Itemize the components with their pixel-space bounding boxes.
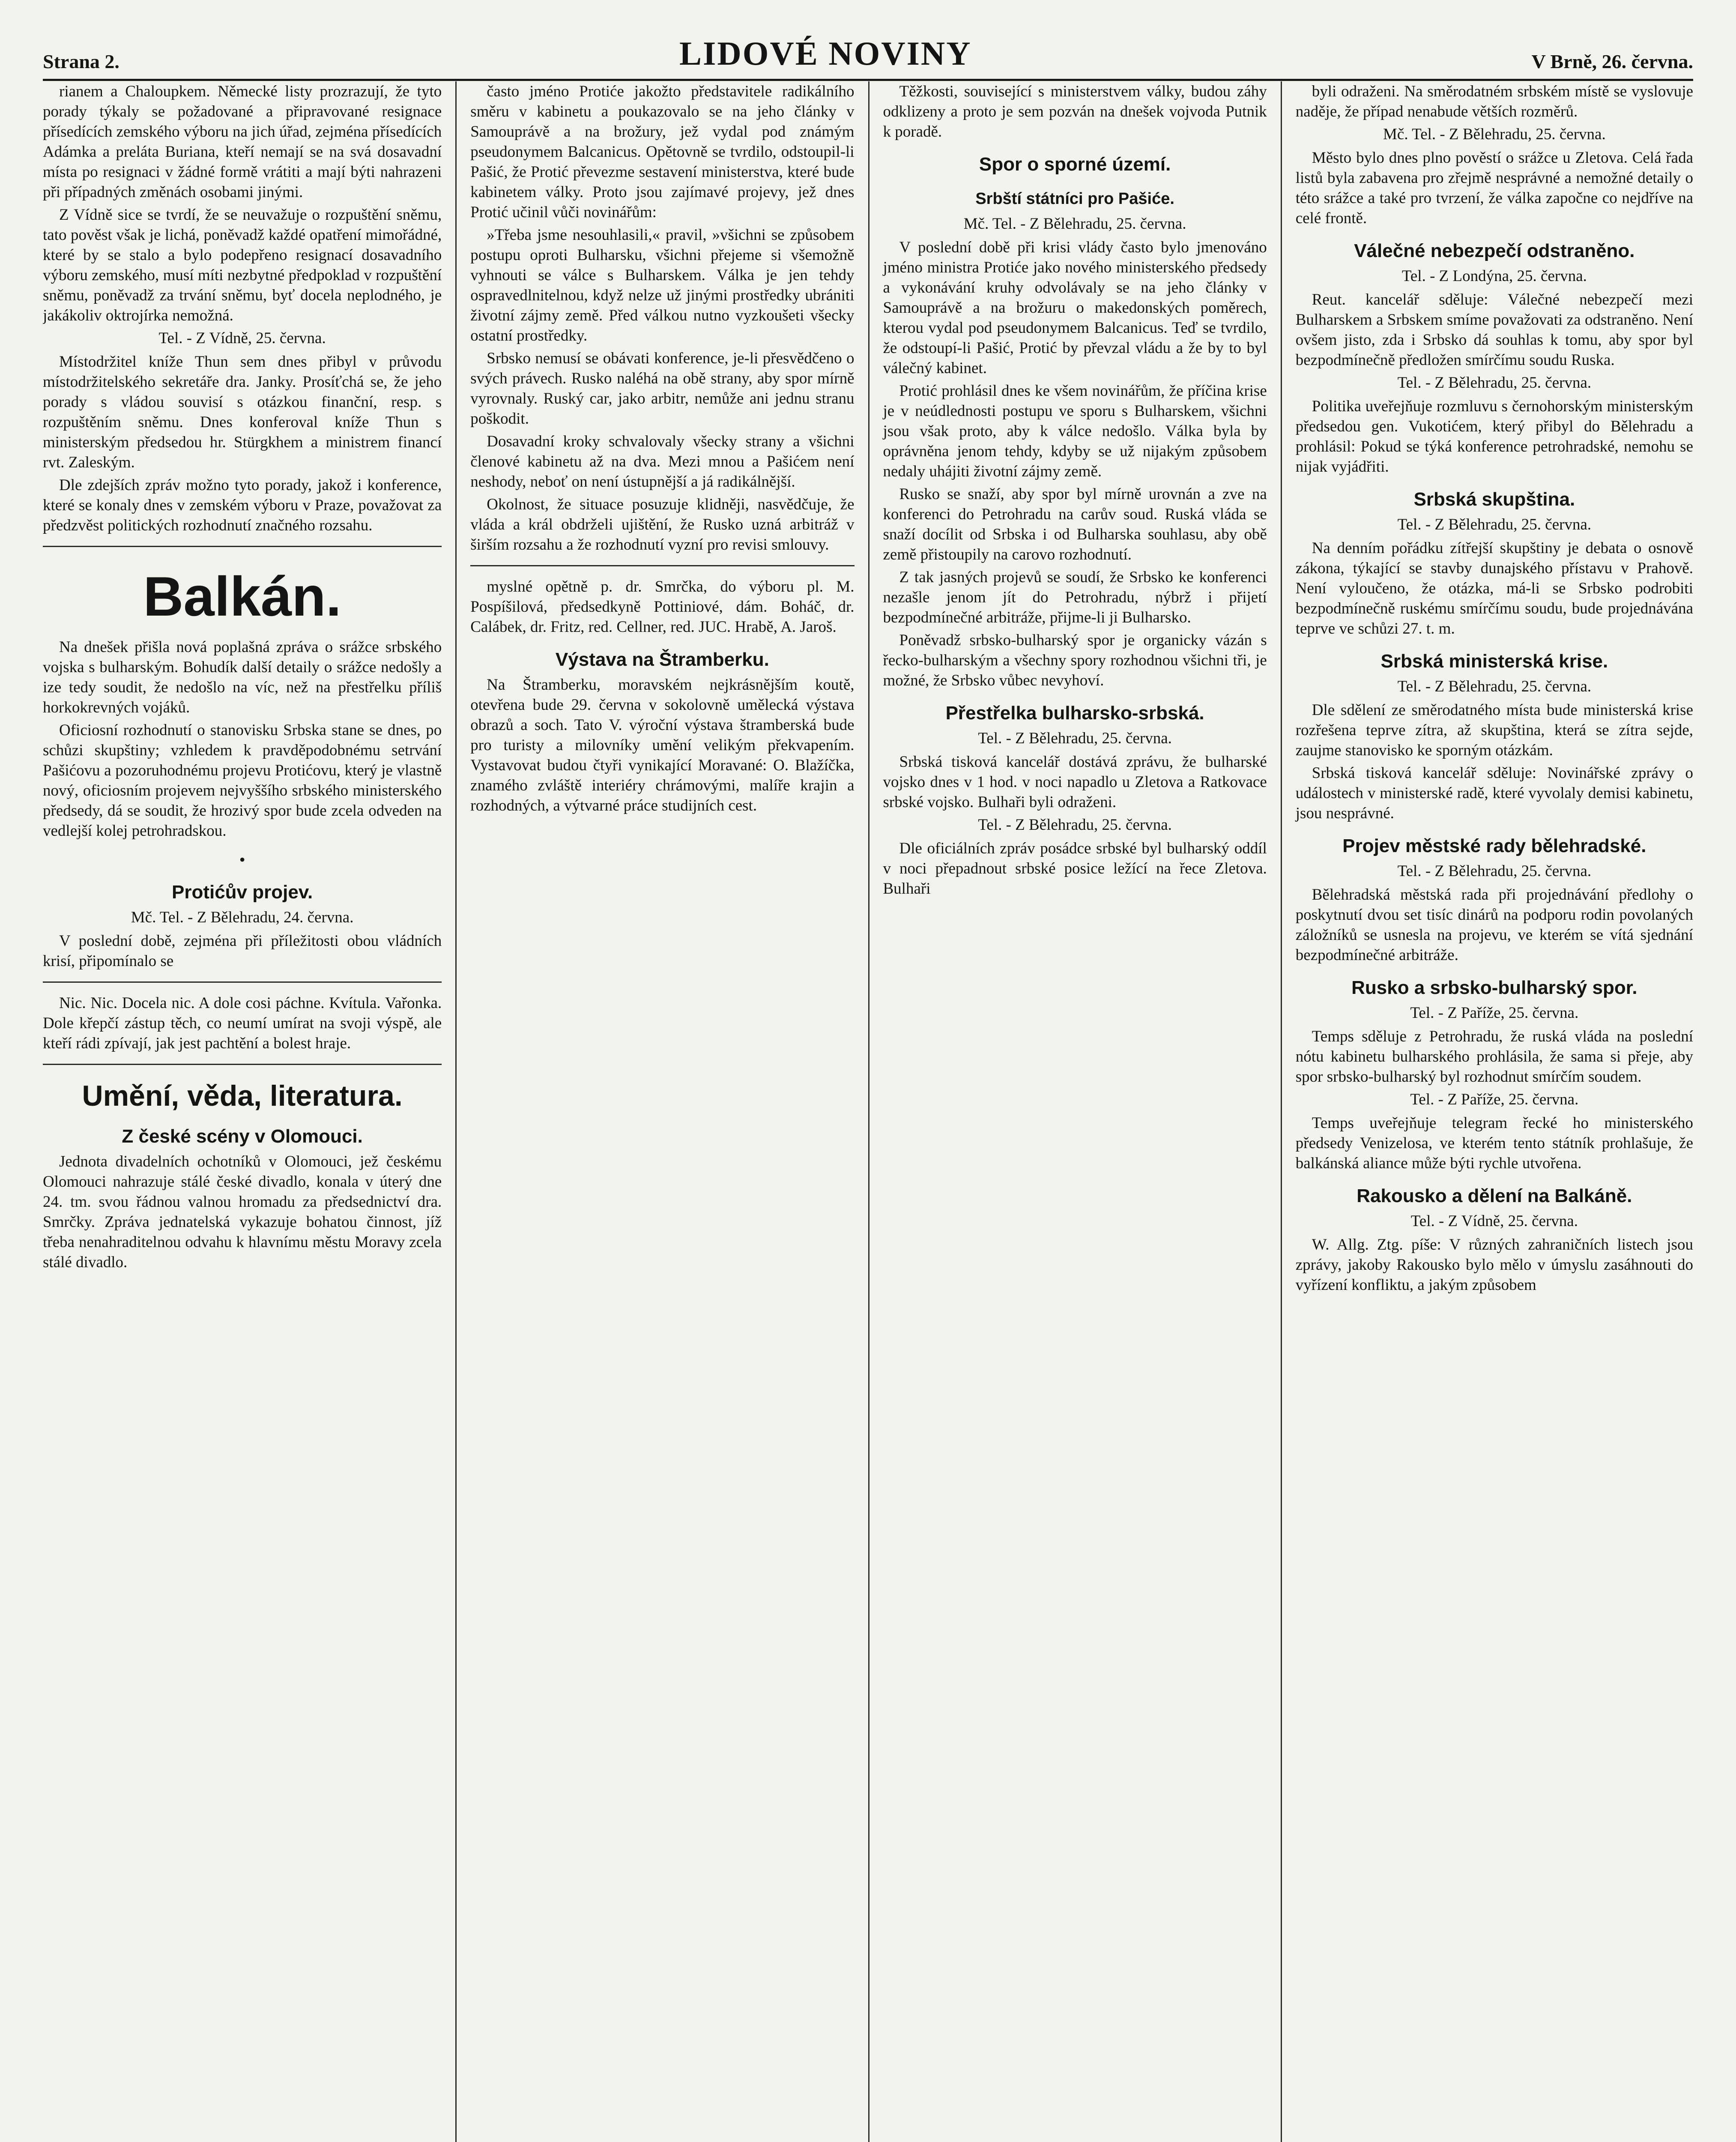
paragraph: Dle oficiálních zpráv posádce srbské byl bulharský oddíl v noci přepadnout srbské posice ležící na řece Zletova. Bulhaři — [883, 840, 1267, 897]
paragraph: Dle sdělení ze směrodatného místa bude ministerská krise rozřešena teprve zítra, až skupština, která se zítra sejde, zaujme stanovisko ke sporným otázkám. — [1295, 701, 1693, 759]
page-header — [43, 26, 1693, 81]
paragraph: V poslední době, zejména při příležitosti obou vládních krisí, připomínalo se — [43, 932, 442, 970]
paragraph: Poněvadž srbsko-bulharský spor je organicky vázán s řecko-bulharským a všechny spory rozhodnou všichni tři, je možné, že Srbsko vůbec nevyhoví. — [883, 631, 1267, 689]
dateline: Tel. - Z Bělehradu, 25. června. — [1397, 374, 1592, 392]
feuilleton-paragraph: myslné opětně p. dr. Smrčka, do výboru pl. M. Pospíšilová, předsedkyně Pottiniové, dám. Boháč, dr. Calábek, dr. Fritz, red. Cellner, red. JUC. Hrabě, A. Jaroš. — [470, 578, 855, 636]
paragraph: Dle zdejších zpráv možno tyto porady, jakož i konference, které se konaly dnes v zemském výboru v Praze, považovat za předzvěst politických rozhodnutí značného rozsahu. — [43, 476, 442, 534]
dateline: Tel. - Z Bělehradu, 25. června. — [1397, 678, 1592, 695]
dateline: Tel. - Z Vídně, 25. června. — [1410, 1212, 1578, 1230]
page-number: Strana 2. — [43, 51, 120, 72]
paragraph: Protić prohlásil dnes ke všem novinářům, že příčina krise je v neúdlednosti postupu ve sporu s Bulharskem, všichni jsou však proto, aby k válce nedošlo. Válka byla by oprávněna jenom tehdy, kdyby se už nijakým způsobem nedaly uhájiti životní zájmy země. — [883, 382, 1267, 480]
feuilleton-paragraph: Nic. Nic. Docela nic. A dole cosi páchne. Kvítula. Vařonka. Dole křepčí zástup těch, co neumí umírat na svoji výspě, ale kteří rádi zpívají, jak jest pachtění a bolest hraje. — [43, 994, 442, 1052]
article-heading: Válečné nebezpečí odstraněno. — [1354, 240, 1635, 261]
dateline: Mč. Tel. - Z Bělehradu, 24. června. — [131, 909, 354, 926]
star-divider: • — [239, 850, 245, 869]
article-heading: Protićův projev. — [171, 882, 313, 903]
article-heading: Projev městské rady bělehradské. — [1342, 835, 1646, 856]
article-heading: Přestřelka bulharsko-srbská. — [945, 703, 1204, 724]
dateline: Tel. - Z Bělehradu, 25. června. — [1397, 516, 1592, 533]
paragraph: Srbská tisková kancelář sděluje: Novinářské zprávy o událostech v ministerské radě, které vyvolaly demisi kabinetu, jsou nesprávné. — [1295, 764, 1693, 822]
paragraph: Těžkosti, související s ministerstvem války, budou záhy odklizeny a proto je sem pozván na dnešek vojvoda Putnik k poradě. — [883, 83, 1267, 141]
paragraph: Z tak jasných projevů se soudí, že Srbsko ke konferenci nezašle jenom jít do Petrohradu, nýbrž i přijetí bezpodmínečné arbitráže, přijme-li ji Bulharsko. — [883, 568, 1267, 626]
paragraph: byli odraženi. Na směrodatném srbském místě se vyslovuje naděje, že případ nenabude větších rozměrů. — [1295, 83, 1693, 120]
paragraph: Město bylo dnes plno pověstí o srážce u Zletova. Celá řada listů byla zabavena pro zřejmě nesprávné a nemožné detaily o této srážce a také pro tvrzení, že válka započne co nejdříve na celé frontě. — [1295, 149, 1693, 227]
dateline: Tel. - Z Bělehradu, 25. června. — [978, 730, 1172, 747]
paragraph: Na denním pořádku zítřejší skupštiny je debata o osnově zákona, týkající se stavby dunajského přístavu v Prahově. Není vyloučeno, že otázka, má-li se Srbsko podrobiti bezpodmínečně ruskému smírčímu soudu, bude projednávána teprve ve schůzi 27. t. m. — [1295, 539, 1693, 637]
dateline: Mč. Tel. - Z Bělehradu, 25. června. — [963, 215, 1186, 233]
divider — [470, 565, 854, 566]
paragraph: Oficiosní rozhodnutí o stanovisku Srbska stane se dnes, po schůzi skupštiny; vzhledem k pravděpodobnému setrvání Pašićovu a pozoruhodnému projevu Protićovu, který je vlastně nový, oficiosním projevem nejvyššího srbského ministerského předsedy, dá se soudit, že hrozivý spor bude zcela odveden na vedlejší kolej petrohradskou. — [43, 721, 442, 840]
paragraph: Temps uveřejňuje telegram řecké ho ministerského předsedy Venizelosa, ve kterém tento státník prohlašuje, že balkánská aliance může býti rychle utvořena. — [1295, 1114, 1693, 1172]
dateline: Mč. Tel. - Z Bělehradu, 25. června. — [1383, 126, 1606, 143]
dateline: Tel. - Z Bělehradu, 25. června. — [978, 816, 1172, 834]
article-heading: Srbská skupština. — [1413, 489, 1575, 510]
paragraph: V poslední době při krisi vlády často bylo jmenováno jméno ministra Protiće jako nového ministerského předsedy a vykonávání kruhy odvolávaly se na jeho články v Samouprávě a na brožuru o makedonských poměrech, kterou vydal pod pseudonymem Balcanicus. Teď se tvrdilo, že odstoupí-li Pašić, Protić by převzal vládu a že by to byl válečný kabinet. — [883, 239, 1267, 377]
paragraph: Místodržitel kníže Thun sem dnes přibyl v průvodu místodržitelského sekretáře dra. Janky. Prosíťchá se, že jeho porady s vládou souvisí s otázkou finanční, resp. s rozpuštěním sněmu. Dnes konferoval kníže Thun s ministerským předsedou hr. Stürgkhem a ministrem financí rvt. Zaleským. — [43, 353, 442, 471]
paragraph: Rusko se snaží, aby spor byl mírně urovnán a zve na konferenci do Petrohradu na carův soud. Ruská vláda se snaží docílit od Srbska i od Bulharska souhlasu, aby obě země přistoupily na carovo rozhodnutí. — [883, 485, 1267, 563]
paragraph: Na dnešek přišla nová poplašná zpráva o srážce srbského vojska s bulharským. Bohudík další detaily o srážce nedošly a ize tedy soudit, že nedošlo na víc, než na přestřelku příliš horkokrevných vojáků. — [43, 638, 442, 716]
paragraph: Temps sděluje z Petrohradu, že ruská vláda na poslední nótu kabinetu bulharského prohlásila, že sama si přeje, aby spor srbsko-bulharský byl rozhodnut smírčím soudem. — [1295, 1028, 1693, 1086]
paragraph: Na Štramberku, moravském nejkrásnějším koutě, otevřena bude 29. června v sokolovně umělecká výstava obrazů a soch. Tato V. výroční výstava štramberská bude pro turisty a milovníky umění velikým překvapením. Vystavovat budou čtyři vynikající Moravané: O. Blažíčka, znamého zvláště interiéry chrámovými, malíře krajin a rozhodných, a výtvarné práce studijních cest. — [470, 676, 855, 814]
article-heading: Z české scény v Olomouci. — [122, 1126, 363, 1147]
dateline: Tel. - Z Londýna, 25. června. — [1401, 267, 1587, 285]
column-1 — [43, 81, 455, 2142]
paragraph: Dosavadní kroky schvalovaly všecky strany a všichni členové kabinetu až na dva. Mezi mnou a Pašićem není neshody, neboť on není ústupnější a já radikálnější. — [470, 433, 855, 491]
article-columns — [43, 81, 1693, 2142]
paragraph: Srbská tisková kancelář dostává zprávu, že bulharské vojsko dnes v 1 hod. v noci napadlo u Zletova a Ratkovace srbské vojsko. Bulhaři byli odraženi. — [883, 753, 1267, 811]
paragraph: Politika uveřejňuje rozmluvu s černohorským ministerským předsedou gen. Vukotićem, který přibyl do Bělehradu a prohlásil: Pokud se týká konference petrohradské, nemohu se nijak vyjádřiti. — [1295, 398, 1693, 476]
paragraph: Srbsko nemusí se obávati konference, je-li přesvědčeno o svých právech. Rusko naléhá na obě strany, aby spor mírně vyrovnaly. Ruský car, jako arbitr, nemůže ani jednu stranu poškodit. — [470, 350, 855, 428]
paragraph: Jednota divadelních ochotníků v Olomouci, jež českému Olomouci nahrazuje stálé české divadlo, konala v úterý dne 24. tm. svou řádnou valnou hromadu za předsednictví dra. Smrčky. Zpráva jednatelská vykazuje bohatou činnost, jíž třeba nenahraditelnou odvahu k hlavnímu městu Moravy zcela stálé divadlo. — [43, 1153, 442, 1271]
article-heading: Výstava na Štramberku. — [555, 649, 769, 670]
column-2 — [455, 81, 868, 2142]
masthead: LIDOVÉ NOVINY — [679, 35, 972, 72]
paragraph: Okolnost, že situace posuzuje klidněji, nasvědčuje, že vláda a král obdrželi ujištění, že Rusko uzná arbitráž v širším rozsahu a že rozhodnutí vyzní pro revisi smlouvy. — [470, 496, 855, 553]
column-4 — [1281, 81, 1693, 2142]
divider — [43, 981, 442, 983]
dateline: Tel. - Z Paříže, 25. června. — [1410, 1004, 1579, 1022]
paragraph: Bělehradská městská rada při projednávání předlohy o poskytnutí dvou set tisíc dinárů na podporu rodin povolaných záložníků se usnesla na projevu, ve kterém se vítá sjednání bezpodmínečné arbitráže. — [1295, 886, 1693, 964]
paragraph: Reut. kancelář sděluje: Válečné nebezpečí mezi Bulharskem a Srbskem smíme považovati za odstraněno. Není ovšem jisto, zda i Srbsko dá souhlas k tomu, aby spor byl bezpodmínečně předložen smírčímu soudu Ruska. — [1295, 291, 1693, 369]
divider — [43, 546, 442, 547]
section-heading-culture: Umění, věda, literatura. — [82, 1080, 403, 1112]
section-heading-balkan: Balkán. — [143, 565, 341, 628]
paragraph: Z Vídně sice se tvrdí, že se neuvažuje o rozpuštění sněmu, tato pověst však je lichá, poněvadž každé opatření mimořádné, které by se stalo a bylo podepřeno resignací dosavadního výboru zemského, musí míti nezbytné předpoklad v rozpuštění sněmu, poněvadž za trvání sněmu, byť docela neplodného, je jakákoliv oktrojírka nemožná. — [43, 206, 442, 324]
issue-date: V Brně, 26. června. — [1531, 51, 1693, 72]
column-3 — [868, 81, 1281, 2142]
paragraph: W. Allg. Ztg. píše: V různých zahraničních listech jsou zprávy, jakoby Rakousko bylo mělo v úmyslu zasáhnouti do vyřízení konfliktu, a jakým způsobem — [1295, 1236, 1693, 1294]
paragraph: rianem a Chaloupkem. Německé listy prozrazují, že tyto porady týkaly se požadované a připravované resignace přísedících zemského výboru na jich úřad, zejména přísedících Adámka a preláta Buriana, kteří nemají se na svá dosavadní místa po resignaci v žádné formě vrátiti a mají býti nahrazeni při případných změnách osobami jinými. — [43, 83, 442, 201]
paragraph: často jméno Protiće jakožto představitele radikálního směru v kabinetu a poukazovalo se na jeho články v Samouprávě a na brožury, jež vydal pod známým pseudonymem Balcanicus. Opětovně se tvrdilo, odstoupil-li Pašić, že Protić převezme sestavení ministerstva, které bude kabinetem války. Proto jsou zajímavé projevy, jež dnes Protić učinil vůči novinářům: — [470, 83, 855, 221]
dateline: Tel. - Z Vídně, 25. června. — [158, 329, 326, 347]
article-heading: Spor o sporné území. — [979, 154, 1171, 175]
paragraph: »Třeba jsme nesouhlasili,« pravil, »všichni se způsobem postupu oproti Bulharsku, všichni přejeme si všemožně vyhnouti se válce s Bulharskem. Válka je jen tehdy ospravedlnitelnou, když nelze už jinými prostředky ubrániti životní zájmy země. Před válkou nutno vyzkoušeti všecky ostatní prostředky. — [470, 226, 855, 344]
article-heading: Rakousko a dělení na Balkáně. — [1357, 1185, 1632, 1206]
divider — [43, 1064, 442, 1065]
article-heading: Rusko a srbsko-bulharský spor. — [1351, 977, 1637, 998]
article-subheading: Srbští státníci pro Pašiće. — [975, 190, 1174, 208]
article-heading: Srbská ministerská krise. — [1380, 651, 1608, 672]
dateline: Tel. - Z Bělehradu, 25. června. — [1397, 862, 1592, 880]
dateline: Tel. - Z Paříže, 25. června. — [1410, 1091, 1579, 1108]
